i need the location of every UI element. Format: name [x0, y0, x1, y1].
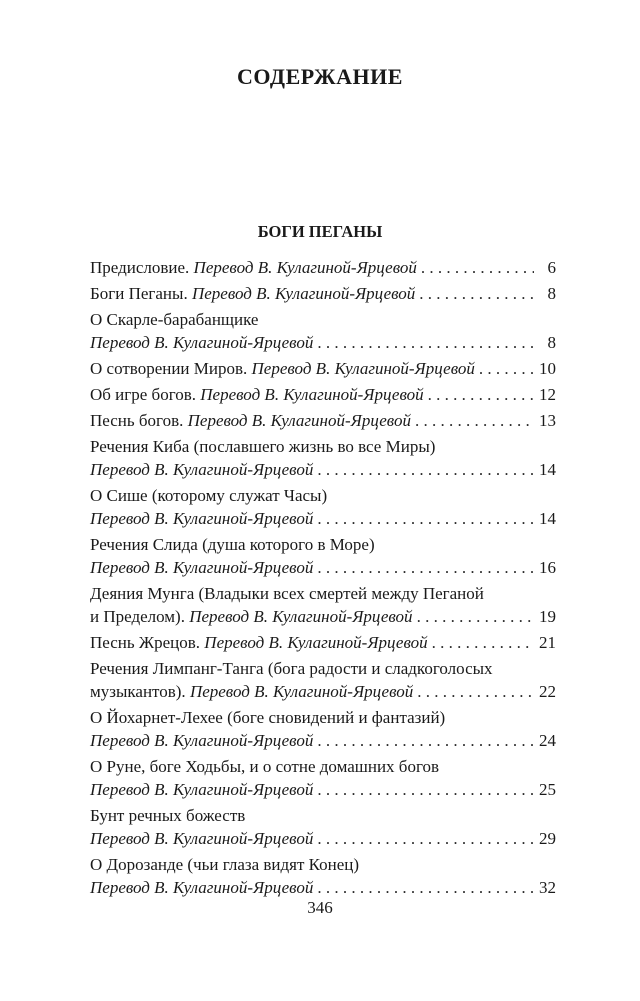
page-ref: 10 [539, 359, 556, 378]
entry-title: О Сише (которому служат Часы) [90, 486, 328, 505]
entry-title: О Йохарнет-Лехее (боге сновидений и фантазий) [90, 708, 446, 727]
entry-title: О Скарле-барабанщике [90, 310, 259, 329]
page-ref: 16 [539, 558, 556, 577]
toc-entry[interactable] [90, 484, 556, 530]
page-ref: 25 [539, 780, 556, 799]
entry-title: Предисловие. [90, 258, 190, 277]
translator-credit: Перевод В. Кулагиной-Ярцевой [191, 284, 416, 303]
page-ref: 22 [539, 682, 556, 701]
translator-credit: Перевод В. Кулагиной-Ярцевой [193, 258, 417, 277]
page-ref: 6 [547, 258, 556, 277]
dot-leader [415, 409, 534, 432]
page-ref: 13 [539, 411, 556, 430]
table-of-contents [90, 256, 556, 902]
entry-title: О сотворении Миров. [90, 359, 248, 378]
dot-leader [417, 680, 534, 703]
section-title: БОГИ ПЕГАНЫ [257, 222, 383, 241]
toc-entry[interactable] [90, 706, 556, 752]
toc-entry[interactable] [90, 357, 556, 380]
toc-entry[interactable] [90, 435, 556, 481]
page-ref: 24 [539, 731, 556, 750]
entry-title: Бунт речных божеств [90, 806, 246, 825]
dot-leader [417, 605, 534, 628]
dot-leader [317, 729, 534, 752]
page-ref: 29 [539, 829, 556, 848]
toc-entry[interactable] [90, 755, 556, 801]
translator-credit: Перевод В. Кулагиной-Ярцевой [90, 829, 314, 848]
entry-title: Речения Слида (душа которого в Море) [90, 535, 375, 554]
page-number: 346 [307, 898, 333, 917]
toc-entry[interactable] [90, 657, 556, 703]
entry-title: Песнь Жрецов. [90, 633, 201, 652]
dot-leader [428, 383, 534, 406]
toc-entry[interactable] [90, 631, 556, 654]
toc-entry[interactable] [90, 582, 556, 628]
toc-entry[interactable] [90, 853, 556, 899]
dot-leader [317, 458, 534, 481]
entry-title: Речения Киба (пославшего жизнь во все Миры) [90, 437, 436, 456]
dot-leader [317, 827, 534, 850]
translator-credit: Перевод В. Кулагиной-Ярцевой [90, 333, 314, 352]
translator-credit: Перевод В. Кулагиной-Ярцевой [90, 558, 314, 577]
page-ref: 8 [547, 284, 556, 303]
dot-leader [317, 876, 534, 899]
page-ref: 12 [539, 385, 556, 404]
toc-entry[interactable] [90, 533, 556, 579]
dot-leader [421, 256, 534, 279]
toc-entry[interactable] [90, 308, 556, 354]
dot-leader [317, 331, 534, 354]
translator-credit: Перевод В. Кулагиной-Ярцевой [204, 633, 428, 652]
toc-entry[interactable] [90, 282, 556, 305]
translator-credit: Перевод В. Кулагиной-Ярцевой [90, 460, 314, 479]
toc-entry[interactable] [90, 256, 556, 279]
dot-leader [419, 282, 534, 305]
translator-credit: Перевод В. Кулагиной-Ярцевой [251, 359, 475, 378]
translator-credit: Перевод В. Кулагиной-Ярцевой [90, 731, 314, 750]
entry-title-cont: и Пределом). [90, 607, 185, 626]
translator-credit: Перевод В. Кулагиной-Ярцевой [189, 607, 413, 626]
dot-leader [317, 778, 534, 801]
page-ref: 14 [539, 460, 556, 479]
page-ref: 8 [547, 333, 556, 352]
entry-title: Боги Пеганы. [90, 284, 188, 303]
translator-credit: Перевод В. Кулагиной-Ярцевой [90, 509, 314, 528]
dot-leader [432, 631, 534, 654]
entry-title-cont: музыкантов). [90, 682, 186, 701]
dot-leader [317, 507, 534, 530]
entry-title: О Дорозанде (чьи глаза видят Конец) [90, 855, 360, 874]
page-title: СОДЕРЖАНИЕ [237, 64, 403, 89]
translator-credit: Перевод В. Кулагиной-Ярцевой [90, 878, 314, 897]
page-ref: 14 [539, 509, 556, 528]
translator-credit: Перевод В. Кулагиной-Ярцевой [200, 385, 424, 404]
page-ref: 19 [539, 607, 556, 626]
toc-entry[interactable] [90, 804, 556, 850]
entry-title: О Руне, боге Ходьбы, и о сотне домашних богов [90, 757, 440, 776]
entry-title: Речения Лимпанг-Танга (бога радости и сладкоголосых [90, 659, 493, 678]
translator-credit: Перевод В. Кулагиной-Ярцевой [90, 780, 314, 799]
translator-credit: Перевод В. Кулагиной-Ярцевой [189, 682, 414, 701]
entry-title: Деяния Мунга (Владыки всех смертей между Пеганой [90, 584, 484, 603]
toc-entry[interactable] [90, 383, 556, 406]
toc-entry[interactable] [90, 409, 556, 432]
translator-credit: Перевод В. Кулагиной-Ярцевой [187, 411, 411, 430]
page-ref: 32 [539, 878, 556, 897]
page-ref: 21 [539, 633, 556, 652]
dot-leader [479, 357, 534, 380]
dot-leader [317, 556, 534, 579]
entry-title: Об игре богов. [90, 385, 197, 404]
entry-title: Песнь богов. [90, 411, 184, 430]
